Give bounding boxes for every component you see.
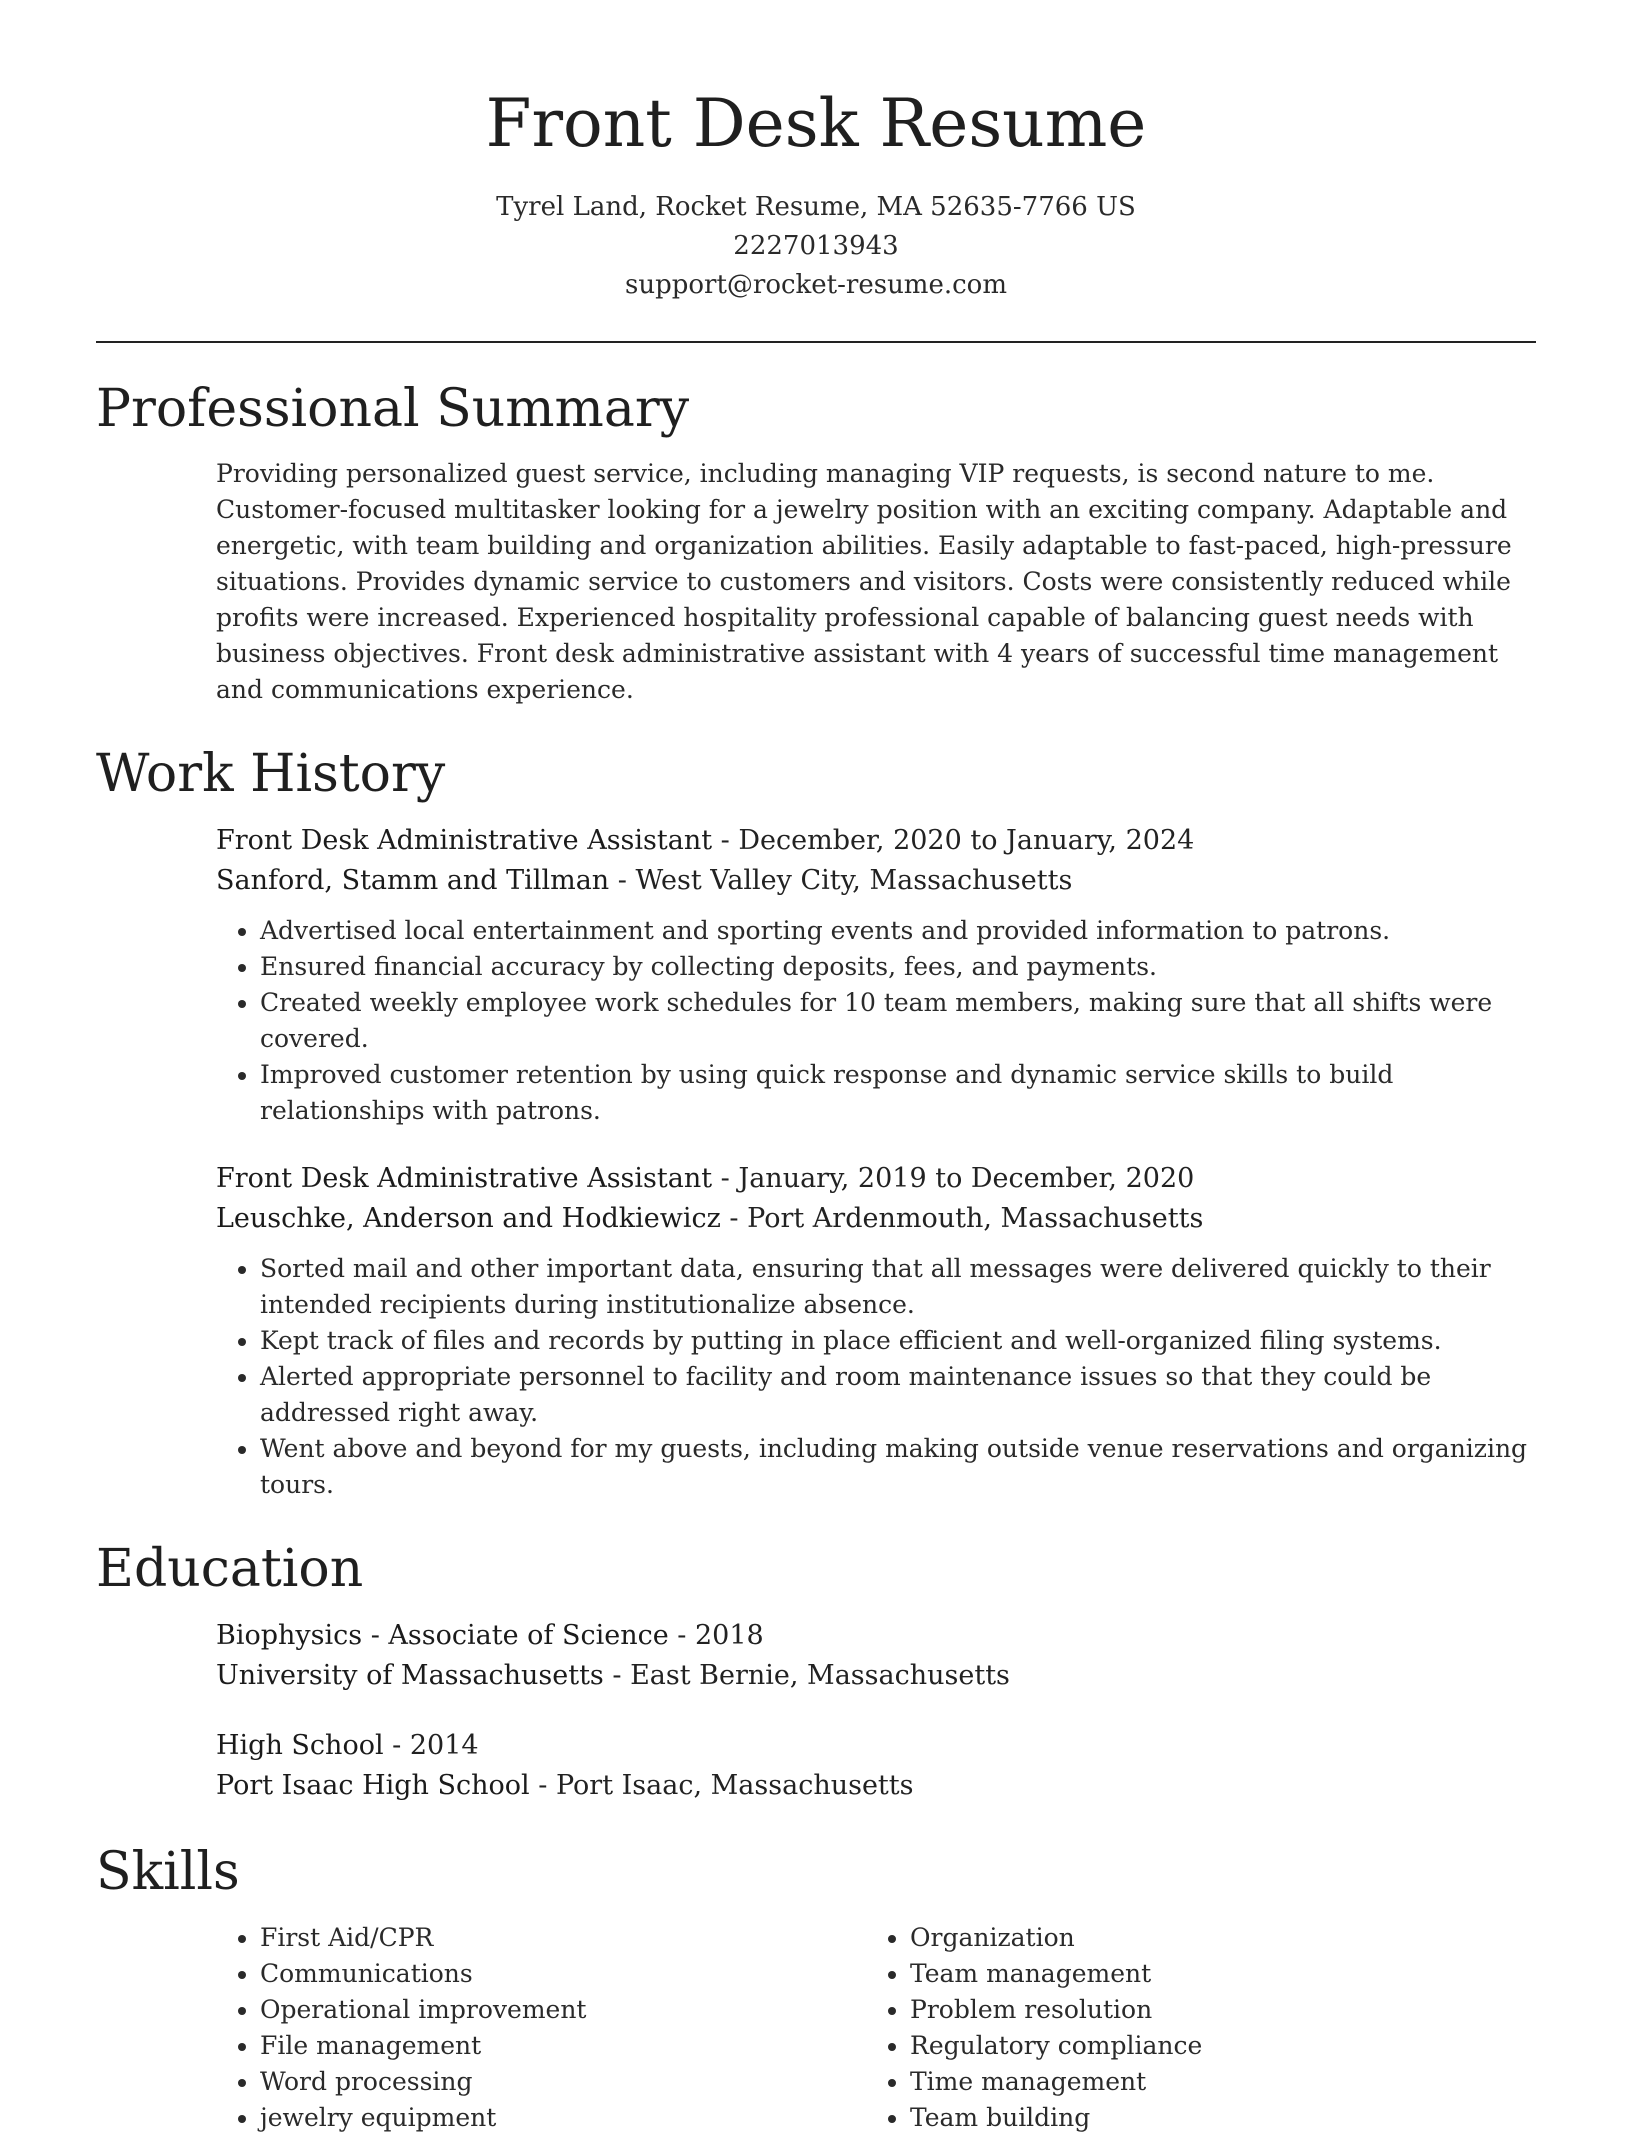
education-location: - Port Isaac, Massachusetts: [529, 1770, 914, 1802]
education-year: - 2018: [668, 1620, 764, 1652]
job-duty: • Sorted mail and other important data, ensuring that all messages were delivered quickly to their intended recipients during institutionalize absence.: [260, 1251, 1536, 1323]
job-company-line: [216, 861, 1536, 901]
job-duty: • Kept track of files and records by putting in place efficient and well-organized filing systems.: [260, 1323, 1536, 1359]
job-duties-list: [216, 913, 1536, 1129]
skill-item: • Regulatory compliance: [910, 2028, 1516, 2064]
job-location: - Port Ardenmouth, Massachusetts: [720, 1203, 1204, 1235]
job-entry: [216, 1159, 1536, 1503]
job-entry: [216, 821, 1536, 1129]
skills-list: [866, 1920, 1516, 2136]
job-title: Front Desk Administrative Assistant: [216, 825, 713, 857]
resume-header: [96, 0, 1536, 305]
job-location: - West Valley City, Massachusetts: [609, 865, 1073, 897]
education-year: - 2014: [383, 1730, 479, 1762]
education-degree-line: [216, 1726, 1536, 1766]
contact-phone: 2227013943: [733, 230, 899, 261]
summary-section: [216, 456, 1536, 708]
skills-column-left: [216, 1920, 866, 2136]
education-entry: [216, 1616, 1536, 1696]
job-duty: • Ensured financial accuracy by collecting deposits, fees, and payments.: [260, 949, 1536, 985]
job-duty: • Alerted appropriate personnel to facility and room maintenance issues so that they could be addressed right away.: [260, 1359, 1536, 1431]
skill-item: • Organization: [910, 1920, 1516, 1956]
skill-item: • Communications: [260, 1956, 866, 1992]
skill-item: • Team management: [910, 1956, 1516, 1992]
education-section: [216, 1616, 1536, 1806]
education-school-line: [216, 1656, 1536, 1696]
skill-item: • Problem resolution: [910, 1992, 1516, 2028]
job-duty: • Created weekly employee work schedules for 10 team members, making sure that all shifts were covered.: [260, 985, 1536, 1057]
skill-item: • Time management: [910, 2064, 1516, 2100]
education-entry: [216, 1726, 1536, 1806]
job-company: Sanford, Stamm and Tillman: [216, 865, 610, 897]
contact-block: [96, 188, 1536, 305]
job-title: Front Desk Administrative Assistant: [216, 1163, 713, 1195]
skill-item: • Operational improvement: [260, 1992, 866, 2028]
education-school: Port Isaac High School: [216, 1770, 530, 1802]
skill-item: • jewelry equipment: [260, 2100, 866, 2136]
education-school: University of Massachusetts: [216, 1660, 604, 1692]
skills-list: [216, 1920, 866, 2136]
education-location: - East Bernie, Massachusetts: [603, 1660, 1010, 1692]
contact-address: Tyrel Land, Rocket Resume, MA 52635-7766 US: [496, 191, 1136, 222]
education-heading: Education: [96, 1539, 364, 1600]
skills-column-right: [866, 1920, 1516, 2136]
skills-section: [216, 1920, 1536, 2136]
skill-item: • Team building: [910, 2100, 1516, 2136]
education-degree: Biophysics - Associate of Science: [216, 1620, 669, 1652]
job-duty: • Advertised local entertainment and sporting events and provided information to patrons.: [260, 913, 1536, 949]
skill-item: • File management: [260, 2028, 866, 2064]
work-history-heading: Work History: [96, 744, 446, 805]
job-duties-list: [216, 1251, 1536, 1503]
job-duty: • Improved customer retention by using quick response and dynamic service skills to build relationships with patrons.: [260, 1057, 1536, 1129]
education-degree-line: [216, 1616, 1536, 1656]
job-dates: - December, 2020 to January, 2024: [712, 825, 1195, 857]
job-company-line: [216, 1199, 1536, 1239]
summary-heading: Professional Summary: [96, 378, 690, 439]
header-divider: [96, 341, 1536, 343]
summary-text: Providing personalized guest service, including managing VIP requests, is second nature to me. Customer-focused multitasker looking for a jewelry position with an exciting company. Adaptable and energetic, with team building and organization abilities. Easily adaptable to fast-paced, high-pressure situations. Provides dynamic service to customers and visitors. Costs were consistently reduced while profits were increased. Experienced hospitality professional capable of balancing guest needs with business objectives. Front desk administrative assistant with 4 years of successful time management and communications experience.: [216, 459, 1512, 705]
contact-email: support@rocket-resume.com: [624, 269, 1007, 300]
job-dates: - January, 2019 to December, 2020: [712, 1163, 1195, 1195]
skill-item: • First Aid/CPR: [260, 1920, 866, 1956]
education-degree: High School: [216, 1730, 384, 1762]
work-history-section: [216, 821, 1536, 1503]
job-company: Leuschke, Anderson and Hodkiewicz: [216, 1203, 721, 1235]
document-title: Front Desk Resume: [485, 85, 1147, 162]
skills-heading: Skills: [96, 1842, 240, 1903]
skill-item: • Word processing: [260, 2064, 866, 2100]
education-school-line: [216, 1766, 1536, 1806]
job-title-line: [216, 821, 1536, 861]
job-title-line: [216, 1159, 1536, 1199]
job-duty: • Went above and beyond for my guests, including making outside venue reservations and organizing tours.: [260, 1431, 1536, 1503]
